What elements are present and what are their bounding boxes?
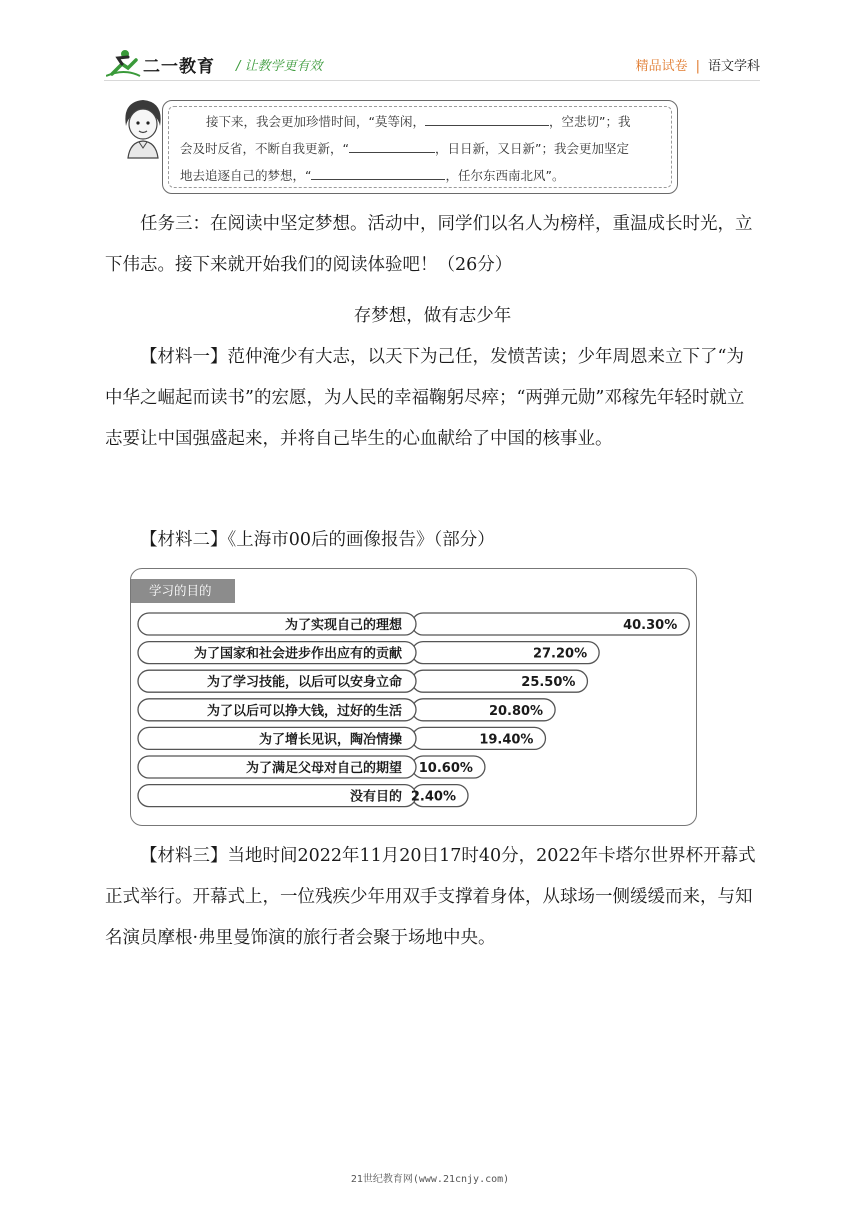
material-two <box>105 520 760 561</box>
bubble-line-2 <box>180 135 670 162</box>
header-divider <box>104 80 760 81</box>
chart-category-label-5: 为了增长见识，陶冶情操 <box>258 732 402 748</box>
chart-title: 学习的目的 <box>131 579 235 603</box>
fill-blank-3[interactable] <box>311 165 445 180</box>
chart-category-label-4: 为了以后可以挣大钱，过好的生活 <box>206 703 402 719</box>
material-one-text: 【材料一】范仲淹少有大志，以天下为己任，发愤苦读；少年周恩来立下了“为中华之崛起而读书”的宏愿，为人民的幸福鞠躬尽瘁；“两弹元勋”邓稼先年轻时就立志要让中国强盛起来，并将自己毕生的心血献给了中国的核事业。 <box>105 347 745 449</box>
page-footer: 21世纪教育网(www.21cnjy.com) <box>350 1174 510 1185</box>
chart-value-label-2: 27.20% <box>532 646 588 662</box>
reading-title: 存梦想，做有志少年 <box>353 306 512 326</box>
chart-value-label-4: 20.80% <box>488 703 544 719</box>
chart-value-label-3: 25.50% <box>521 675 576 691</box>
material-one <box>105 337 760 460</box>
bubble-line-1 <box>180 108 670 135</box>
chart-value-label-1: 40.30% <box>623 618 678 633</box>
bubble-line-1-end: ，空悲切”；我 <box>548 114 631 129</box>
bubble-line-3-end: ，任尔东西南北风”。 <box>445 168 565 183</box>
bubble-line-2-end: ，日日新，又日新”；我会更加坚定 <box>434 141 629 156</box>
page-header <box>0 0 860 90</box>
material-three <box>105 836 760 959</box>
bubble-line-3-start: 地去追逐自己的梦想，“ <box>180 168 312 183</box>
header-tag: 精品试卷 <box>635 59 688 74</box>
bubble-line-3 <box>180 162 670 189</box>
header-separator: | <box>695 59 700 74</box>
reading-title-block <box>105 296 760 337</box>
material-three-text: 【材料三】当地时间2022年11月20日17时40分，2022年卡塔尔世界杯开幕式正式举行。开幕式上，一位残疾少年用双手支撑着身体，从球场一侧缓缓而来，与知名演员摩根·弗里曼饰演的旅行者会聚于场地中央。 <box>105 846 756 948</box>
header-slogan: / 让教学更有效 <box>236 59 323 74</box>
study-purpose-chart <box>130 603 695 818</box>
chart-category-label-3: 为了学习技能，以后可以安身立命 <box>206 675 402 691</box>
chart-category-label-1: 为了实现自己的理想 <box>284 618 402 633</box>
logo-text: 二一教育 <box>143 57 215 77</box>
fill-blank-1[interactable] <box>425 111 549 126</box>
header-right <box>636 55 760 74</box>
chart-value-label-5: 19.40% <box>479 732 534 748</box>
material-two-text: 【材料二】《上海市00后的画像报告》（部分） <box>140 530 495 550</box>
chart-category-label-6: 为了满足父母对自己的期望 <box>245 761 402 776</box>
speech-bubble-text <box>180 108 670 189</box>
fill-blank-2[interactable] <box>349 138 435 153</box>
bubble-line-2-start: 会及时反省，不断自我更新，“ <box>180 141 349 156</box>
header-subject: 语文学科 <box>707 59 760 74</box>
chart-value-label-7: 2.40% <box>410 789 456 805</box>
task-three <box>105 204 760 286</box>
chart-value-label-6: 10.60% <box>418 761 473 776</box>
chart-category-label-7: 没有目的 <box>349 789 402 805</box>
girl-avatar-icon <box>118 96 168 160</box>
bubble-line-1-start: 接下来，我会更加珍惜时间，“莫等闲， <box>206 114 425 129</box>
chart-category-label-2: 为了国家和社会进步作出应有的贡献 <box>193 646 402 662</box>
task-three-text: 任务三：在阅读中坚定梦想。活动中，同学们以名人为榜样，重温成长时光，立下伟志。接下来就开始我们的阅读体验吧！（26分） <box>105 214 753 275</box>
